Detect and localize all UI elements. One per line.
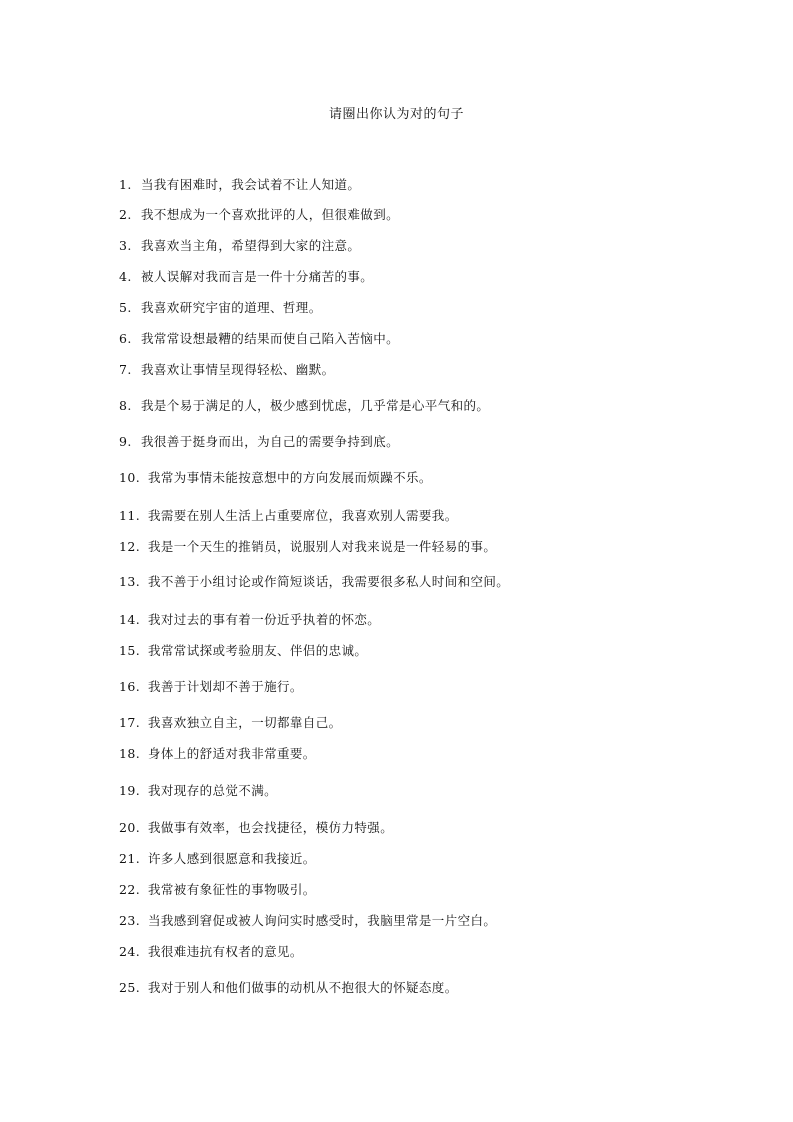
item-text: 我喜欢研究宇宙的道理、哲理。 [141, 300, 322, 315]
item-text: 许多人感到很愿意和我接近。 [148, 851, 316, 866]
item-number: 13. [119, 574, 141, 589]
statement-item[interactable] [119, 397, 489, 415]
item-number: 10. [119, 470, 141, 485]
statement-item[interactable] [119, 611, 380, 629]
statement-item[interactable] [119, 176, 360, 194]
item-number: 12. [119, 539, 141, 554]
item-text: 被人误解对我而言是一件十分痛苦的事。 [141, 269, 374, 284]
item-text: 我对过去的事有着一份近乎执着的怀恋。 [148, 612, 381, 627]
statement-item[interactable] [119, 538, 496, 556]
item-number: 7. [119, 362, 132, 377]
statement-item[interactable] [119, 881, 316, 899]
item-text: 我常常设想最糟的结果而使自己陷入苦恼中。 [141, 331, 400, 346]
statement-item[interactable] [119, 943, 303, 961]
item-number: 8. [119, 398, 132, 413]
statement-item[interactable] [119, 850, 316, 868]
item-text: 我常被有象征性的事物吸引。 [148, 882, 316, 897]
item-text: 我很难违抗有权者的意见。 [148, 944, 303, 959]
statement-item[interactable] [119, 330, 399, 348]
statement-item[interactable] [119, 678, 303, 696]
item-number: 1. [119, 177, 132, 192]
statement-item[interactable] [119, 745, 316, 763]
item-text: 我常常试探或考验朋友、伴侣的忠诚。 [148, 643, 368, 658]
item-number: 23. [119, 913, 141, 928]
item-number: 18. [119, 746, 141, 761]
statement-item[interactable] [119, 433, 399, 451]
item-text: 我做事有效率，也会找捷径，模仿力特强。 [148, 820, 394, 835]
item-number: 11. [119, 508, 141, 523]
item-number: 24. [119, 944, 141, 959]
item-number: 15. [119, 643, 141, 658]
statement-item[interactable] [119, 268, 373, 286]
item-number: 22. [119, 882, 141, 897]
item-text: 我不善于小组讨论或作简短谈话，我需要很多私人时间和空间。 [148, 574, 510, 589]
item-text: 我常为事情未能按意想中的方向发展而烦躁不乐。 [148, 470, 432, 485]
item-text: 我很善于挺身而出，为自己的需要争持到底。 [141, 434, 400, 449]
item-number: 5. [119, 300, 132, 315]
item-text: 我喜欢让事情呈现得轻松、幽默。 [141, 362, 335, 377]
item-text: 我对于别人和他们做事的动机从不抱很大的怀疑态度。 [148, 980, 458, 995]
item-number: 25. [119, 980, 141, 995]
statement-item[interactable] [119, 782, 277, 800]
item-text: 我善于计划却不善于施行。 [148, 679, 303, 694]
statement-item[interactable] [119, 819, 393, 837]
statement-item[interactable] [119, 507, 458, 525]
item-text: 我对现存的总觉不满。 [148, 783, 278, 798]
statement-item[interactable] [119, 912, 496, 930]
item-text: 我是一个天生的推销员，说服别人对我来说是一件轻易的事。 [148, 539, 497, 554]
statement-item[interactable] [119, 714, 342, 732]
item-text: 当我有困难时，我会试着不让人知道。 [141, 177, 361, 192]
statement-item[interactable] [119, 237, 360, 255]
item-text: 身体上的舒适对我非常重要。 [148, 746, 316, 761]
page-title: 请圈出你认为对的句子 [328, 107, 464, 122]
item-number: 20. [119, 820, 141, 835]
item-number: 16. [119, 679, 141, 694]
statement-item[interactable] [119, 469, 432, 487]
statement-item[interactable] [119, 642, 367, 660]
statement-item[interactable] [119, 299, 322, 317]
item-text: 我喜欢当主角，希望得到大家的注意。 [141, 238, 361, 253]
statement-item[interactable] [119, 979, 458, 997]
statement-item[interactable] [119, 573, 509, 591]
item-number: 4. [119, 269, 132, 284]
item-text: 我不想成为一个喜欢批评的人，但很难做到。 [141, 207, 400, 222]
item-number: 6. [119, 331, 132, 346]
item-text: 我是个易于满足的人，极少感到忧虑，几乎常是心平气和的。 [141, 398, 490, 413]
item-number: 17. [119, 715, 141, 730]
item-number: 9. [119, 434, 132, 449]
statement-item[interactable] [119, 361, 335, 379]
statement-item[interactable] [119, 206, 399, 224]
item-text: 我需要在别人生活上占重要席位，我喜欢别人需要我。 [148, 508, 458, 523]
item-number: 2. [119, 207, 132, 222]
item-number: 3. [119, 238, 132, 253]
item-text: 当我感到窘促或被人询问实时感受时，我脑里常是一片空白。 [148, 913, 497, 928]
item-number: 21. [119, 851, 141, 866]
item-number: 14. [119, 612, 141, 627]
item-text: 我喜欢独立自主，一切都靠自己。 [148, 715, 342, 730]
item-number: 19. [119, 783, 141, 798]
